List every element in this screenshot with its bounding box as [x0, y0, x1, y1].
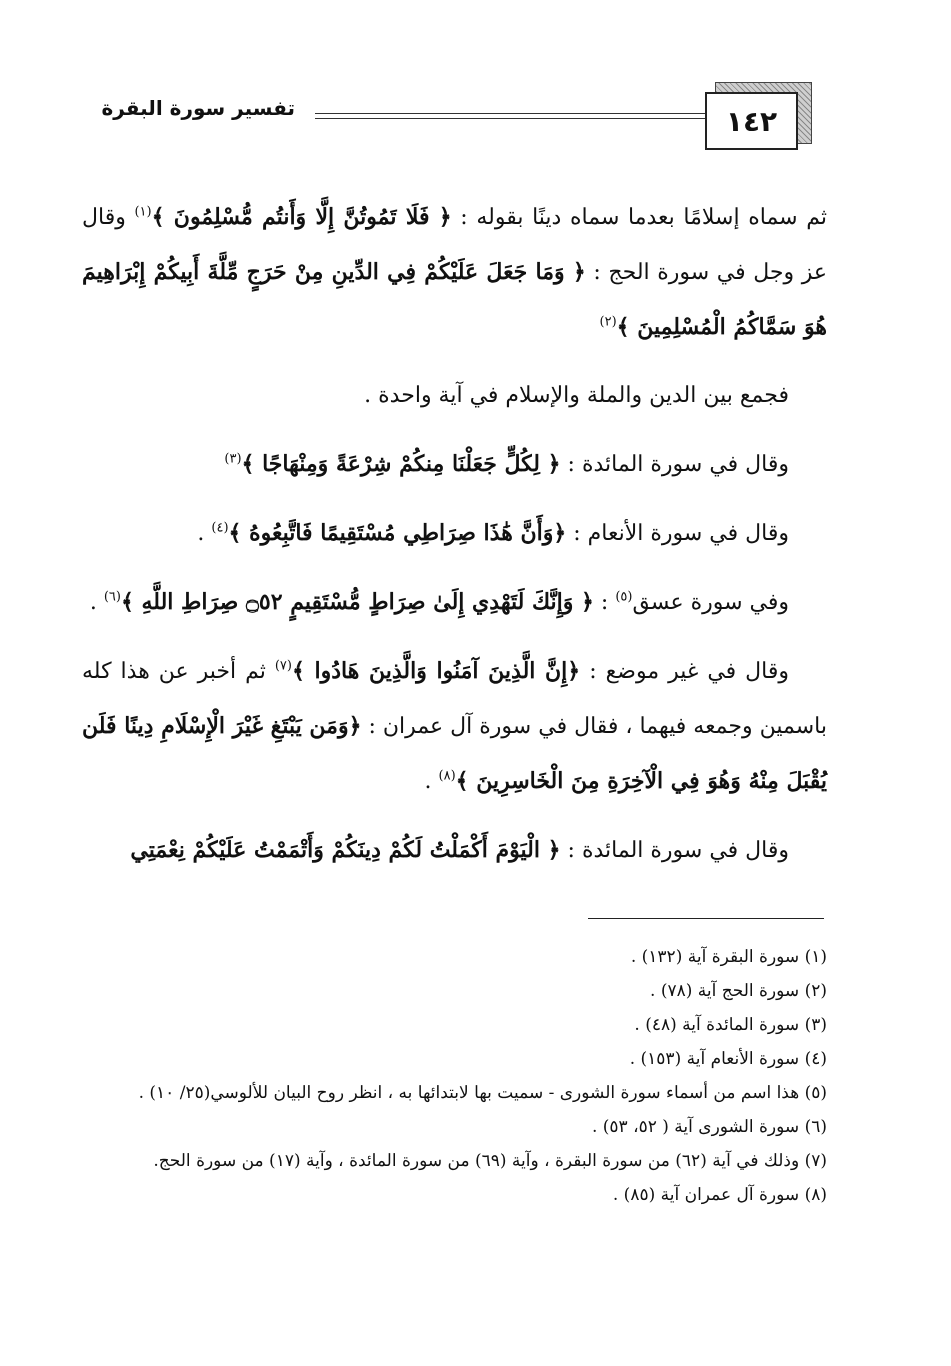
text: وقال في سورة المائدة : [567, 838, 789, 863]
text: . [424, 769, 432, 794]
footnote: (٤) سورة الأنعام آية (١٥٣) . [629, 1049, 827, 1069]
body-text [82, 190, 827, 892]
quran-verse: ﴿ لِكُلٍّ جَعَلْنَا مِنكُمْ شِرْعَةً وَمِنْهَاجًا ﴾ [241, 451, 561, 477]
text: . [197, 521, 205, 546]
text: . [89, 590, 97, 615]
footnote: (٦) سورة الشورى آية ( ٥٢، ٥٣) . [591, 1117, 827, 1137]
footnote-marker: (٨) [438, 768, 456, 784]
footnote-marker: (٣) [224, 451, 242, 467]
paragraph [82, 506, 827, 561]
paragraph [82, 190, 827, 355]
footnotes [82, 940, 827, 1212]
paragraph [82, 823, 827, 878]
footnote-marker: (٧) [274, 658, 292, 674]
paragraph [82, 437, 827, 492]
footnote: (٧) وذلك في آية (٦٢) من سورة البقرة ، وآية (٦٩) من سورة المائدة ، وآية (١٧) من سورة الحج. [153, 1151, 827, 1171]
quran-verse: ﴿ وَمَا جَعَلَ عَلَيْكُمْ فِي الدِّينِ مِنْ حَرَجٍ مِّلَّةَ أَبِيكُمْ إِبْرَاهِيمَ هُوَ سَمَّاكُمُ الْمُسْلِمِينَ ﴾ [82, 259, 827, 340]
footnote-marker: (٢) [599, 314, 617, 330]
footnote-marker: (٥) [615, 589, 633, 605]
text: وقال في سورة الأنعام : [573, 521, 789, 546]
running-title: تفسير سورة البقرة [101, 96, 295, 120]
text: فجمع بين الدين والملة والإسلام في آية واحدة . [364, 383, 789, 408]
text: وقال في غير موضع : [589, 659, 790, 684]
footnote: (٢) سورة الحج آية (٧٨) . [650, 981, 827, 1001]
paragraph [82, 644, 827, 809]
quran-verse: ﴿ فَلَا تَمُوتُنَّ إِلَّا وَأَنتُم مُّسْلِمُونَ ﴾ [151, 204, 452, 230]
text: : [600, 590, 609, 615]
header-rule [315, 118, 705, 119]
page-number: ١٤٢ [705, 92, 798, 150]
text: ثم سماه إسلامًا بعدما سماه دينًا بقوله : [460, 205, 827, 230]
text: وقال في سورة المائدة : [567, 452, 789, 477]
footnote-marker: (١) [134, 204, 152, 220]
footnote-marker: (٤) [211, 520, 229, 536]
header-rule [315, 113, 705, 114]
text: ثم أخبر عن هذا كله باسمين وجمعه فيهما ، فقال في سورة آل عمران : [82, 659, 827, 739]
paragraph [82, 575, 827, 630]
quran-verse: ﴿ الْيَوْمَ أَكْمَلْتُ لَكُمْ دِينَكُمْ وَأَتْمَمْتُ عَلَيْكُمْ نِعْمَتِي [130, 837, 561, 863]
footnote-marker: (٦) [103, 589, 121, 605]
footnote: (٨) سورة آل عمران آية (٨٥) . [612, 1185, 827, 1205]
quran-verse: ﴿ وَإِنَّكَ لَتَهْدِي إِلَىٰ صِرَاطٍ مُّسْتَقِيمٍ ۝٥٢ صِرَاطِ اللَّهِ ﴾ [120, 589, 594, 615]
quran-verse: ﴿وَمَن يَبْتَغِ غَيْرَ الْإِسْلَامِ دِينًا فَلَن يُقْبَلَ مِنْهُ وَهُوَ فِي الْآخِرَةِ مِنَ الْخَاسِرِينَ ﴾ [82, 713, 827, 794]
footnote-separator [588, 918, 824, 919]
footnote: (٣) سورة المائدة آية (٤٨) . [634, 1015, 827, 1035]
paragraph [82, 369, 827, 423]
text: وقال عز وجل في سورة الحج : [82, 205, 827, 285]
footnote: (٥) هذا اسم من أسماء سورة الشورى - سميت بها لابتدائها به ، انظر روح البيان للألوسي(٢٥/ ١٠) . [138, 1083, 827, 1103]
quran-verse: ﴿وَأَنَّ هَٰذَا صِرَاطِي مُسْتَقِيمًا فَاتَّبِعُوهُ ﴾ [228, 520, 567, 546]
page-number-box [705, 82, 810, 152]
text: وفي سورة عسق [632, 590, 789, 615]
quran-verse: ﴿إِنَّ الَّذِينَ آمَنُوا وَالَّذِينَ هَادُوا ﴾ [291, 658, 581, 684]
footnote: (١) سورة البقرة آية (١٣٢) . [630, 947, 827, 967]
